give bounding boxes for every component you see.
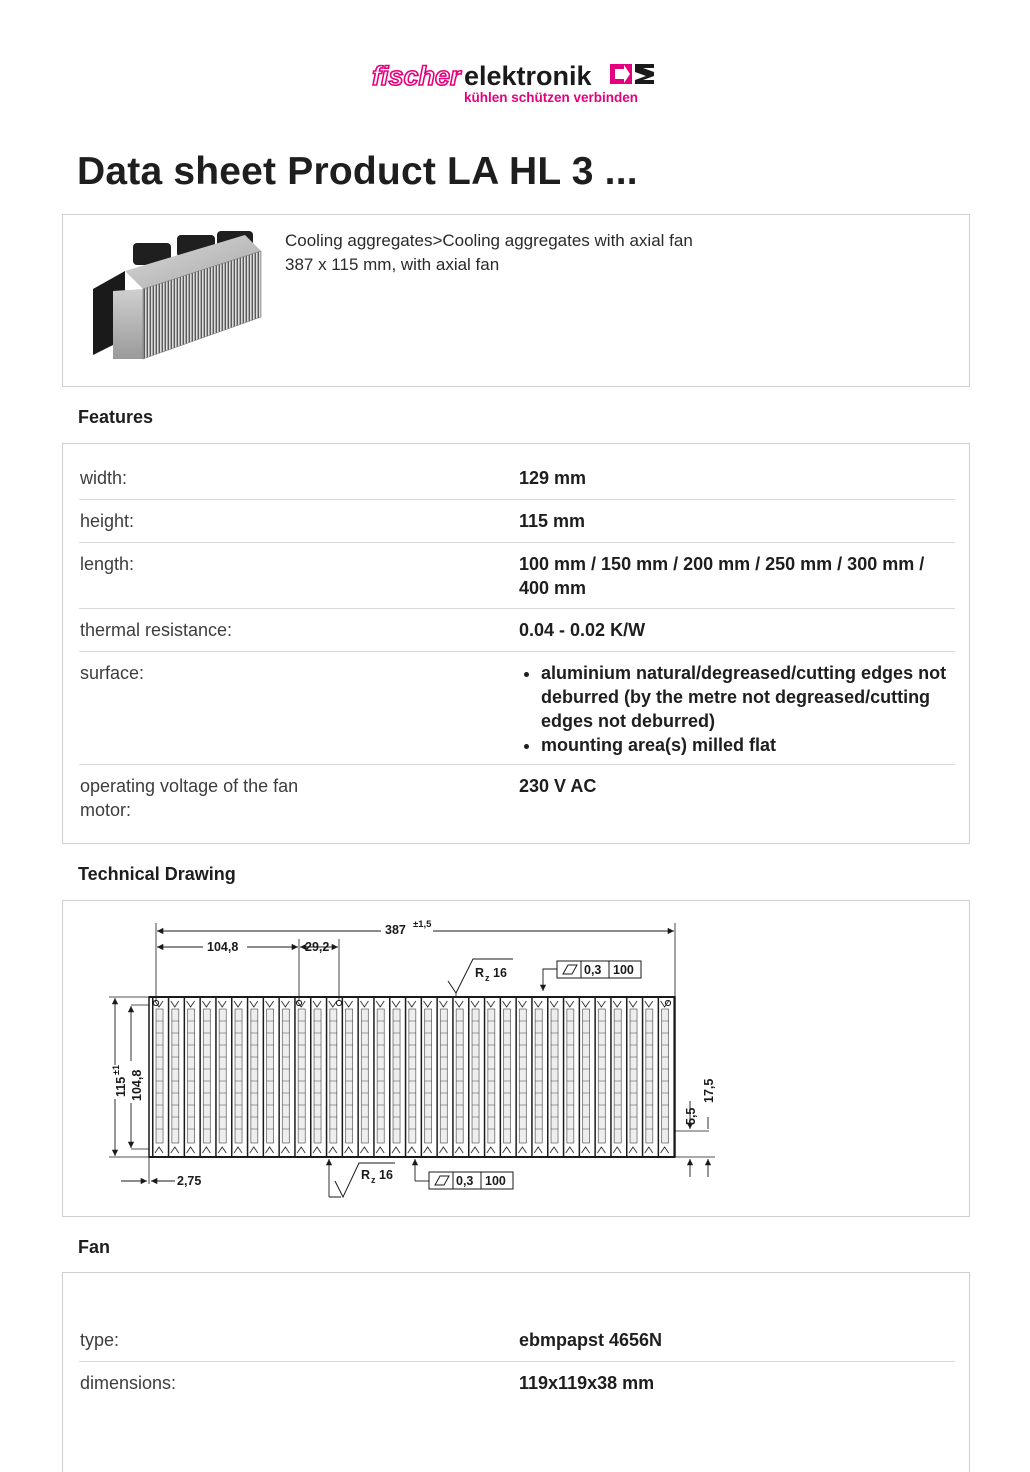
feature-row-height <box>79 500 955 543</box>
roughness-subscript-bottom: z <box>371 1175 376 1185</box>
feature-value: 100 mm / 150 mm / 200 mm / 250 mm / 300 mm / 400 mm <box>519 554 925 598</box>
dim-height-tolerance: ±1 <box>111 1065 121 1075</box>
feature-label: width: <box>80 468 128 488</box>
dim-overall-length: 387 <box>385 923 406 937</box>
features-table <box>62 443 970 844</box>
dim-right-a: 5,5 <box>684 1107 698 1125</box>
fan-value: ebmpapst 4656N <box>519 1330 663 1350</box>
dim-overall-tolerance: ±1,5 <box>413 919 432 930</box>
fan-value: 119x119x38 mm <box>519 1373 655 1393</box>
dim-offset-left: 2,75 <box>177 1174 202 1188</box>
dim-height: 115 <box>114 1076 128 1097</box>
roughness-value-bottom: 16 <box>379 1168 393 1182</box>
roughness-symbol-bottom: R <box>361 1168 371 1182</box>
feature-value: 0.04 - 0.02 K/W <box>519 620 646 640</box>
dim-segment-1: 104,8 <box>207 940 239 954</box>
feature-row-surface <box>79 652 955 765</box>
dim-right-b: 17,5 <box>702 1078 716 1103</box>
cooling-aggregate-photo <box>85 227 265 372</box>
tolerance-length-bottom: 100 <box>485 1174 506 1188</box>
dim-segment-2: 29,2 <box>305 940 330 954</box>
product-summary-card <box>62 214 970 387</box>
product-category-path: Cooling aggregates>Cooling aggregates with axial fan <box>285 231 693 250</box>
logo-word-fischer: fischer <box>372 61 461 91</box>
product-dimensions-summary: 387 x 115 mm, with axial fan <box>285 255 500 274</box>
tolerance-value-top: 0,3 <box>584 963 602 977</box>
list-item: • aluminium natural/degreased/cutting edges not deburred (by the metre not degreased/cutting edges not deburred) <box>541 661 955 733</box>
fan-heading: Fan <box>78 1237 111 1257</box>
features-heading: Features <box>78 407 154 427</box>
feature-row-length <box>79 543 955 609</box>
logo-arrow-icon <box>610 64 654 84</box>
fan-label: dimensions: <box>80 1373 177 1393</box>
feature-label: operating voltage of the fan motor: <box>80 776 299 820</box>
feature-row-width <box>79 444 955 500</box>
logo-tagline: kühlen schützen verbinden <box>464 90 639 104</box>
feature-value: 230 V AC <box>519 776 597 796</box>
dim-height-inner: 104,8 <box>130 1069 144 1101</box>
feature-label: surface: <box>80 663 145 683</box>
surface-list <box>519 661 955 757</box>
feature-value: 129 mm <box>519 468 587 488</box>
roughness-symbol-top: R <box>475 966 485 980</box>
product-description <box>285 229 693 277</box>
feature-row-thermal-resistance <box>79 609 955 652</box>
fan-row-type <box>79 1273 955 1362</box>
brand-logo <box>372 60 662 104</box>
tolerance-length-top: 100 <box>613 963 634 977</box>
logo-word-elektronik: elektronik <box>464 61 592 91</box>
feature-row-operating-voltage <box>79 765 955 843</box>
page-title: Data sheet Product LA HL 3 ... <box>77 150 638 193</box>
roughness-subscript-top: z <box>485 973 490 983</box>
roughness-value-top: 16 <box>493 966 507 980</box>
technical-drawing-panel <box>62 900 970 1217</box>
tolerance-value-bottom: 0,3 <box>456 1174 474 1188</box>
technical-drawing-heading: Technical Drawing <box>78 864 236 884</box>
feature-value <box>519 661 955 764</box>
fan-label: type: <box>80 1330 120 1350</box>
fan-table <box>62 1272 970 1472</box>
feature-value: 115 mm <box>519 511 586 531</box>
feature-label: height: <box>80 511 135 531</box>
fan-row-dimensions <box>79 1362 955 1412</box>
feature-label: thermal resistance: <box>80 620 233 640</box>
feature-label: length: <box>80 554 135 574</box>
technical-drawing <box>63 901 971 1218</box>
list-item: • mounting area(s) milled flat <box>541 733 955 757</box>
